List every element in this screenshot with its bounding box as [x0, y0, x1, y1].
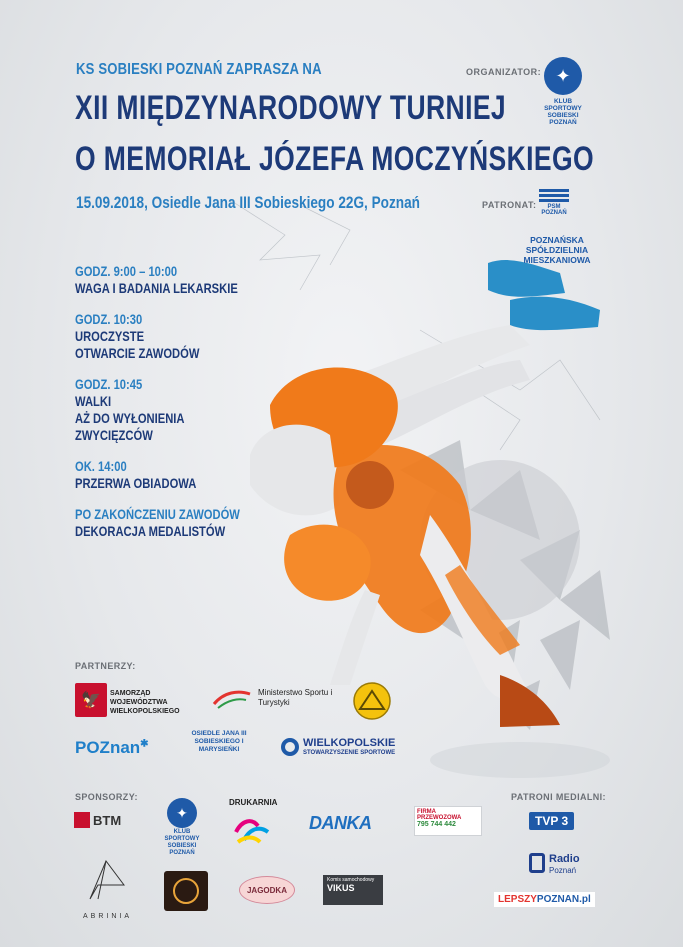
drukarnia-label: DRUKARNIA	[229, 798, 278, 807]
mat-reflection	[420, 730, 620, 790]
radio-r-icon	[529, 853, 545, 873]
btm-logo: BTM	[93, 813, 122, 828]
wrestler-emblem-icon: ✦	[544, 57, 582, 95]
schedule-item	[75, 311, 275, 362]
eagle-crest-icon: 🦅	[75, 683, 107, 717]
tvp3-logo: TVP 3	[529, 812, 574, 830]
patron-name: POZNAŃSKA SPÓŁDZIELNIA MIESZKANIOWA	[523, 235, 591, 265]
psm-logo: PSM POZNAŃ	[539, 189, 569, 216]
schedule-time: OK. 14:00	[75, 458, 127, 474]
schedule-item	[75, 376, 275, 444]
osiedle-logo-text: OSIEDLE JANA III SOBIESKIEGO I MARYSIEŃKI	[191, 730, 247, 753]
schedule-desc: WAGA I BADANIA LEKARSKIE	[75, 280, 238, 296]
sobieski-emblem-icon: ✦	[167, 798, 197, 828]
radio-sub: Poznań	[549, 866, 577, 875]
schedule-time: GODZ. 10:45	[75, 376, 143, 392]
schedule-time: GODZ. 9:00 – 10:00	[75, 263, 178, 279]
title-line-2: O MEMORIAŁ JÓZEFA MOCZYŃSKIEGO	[75, 140, 595, 178]
organizer-logo-text: KLUB SPORTOWY SOBIESKI POZNAŃ	[544, 98, 582, 126]
schedule-desc: OTWARCIE ZAWODÓW	[75, 345, 200, 361]
samorzad-logo-text: SAMORZĄD WOJEWÓDZTWA WIELKOPOLSKIEGO	[110, 690, 180, 715]
schedule-desc: WALKI	[75, 393, 112, 409]
media-label: PATRONI MEDIALNI:	[511, 792, 606, 802]
organizer-label: ORGANIZATOR:	[466, 67, 542, 77]
sobieski-logo-text: KLUB SPORTOWY SOBIESKI POZNAŃ	[164, 829, 200, 856]
cukiernia-badge-icon	[164, 871, 208, 911]
wrestlers-illustration	[230, 255, 610, 735]
poznan-logo: POZnan✱	[75, 738, 149, 757]
ministry-logo-text: Ministerstwo Sportu i Turystyki	[258, 688, 333, 707]
patron-label: PATRONAT:	[482, 200, 537, 210]
vikus-card: Komis samochodowy VIKUS	[323, 875, 383, 905]
schedule-desc: AŻ DO WYŁONIENIA	[75, 410, 185, 426]
star-icon: ✱	[140, 738, 149, 750]
schedule-time: GODZ. 10:30	[75, 311, 143, 327]
schedule-item	[75, 458, 275, 492]
date-location: 15.09.2018, Osiedle Jana III Sobieskiego 22G, Poznań	[76, 193, 420, 212]
schedule-desc: UROCZYSTE	[75, 328, 145, 344]
ministry-swoosh-icon	[212, 688, 252, 710]
psm-bars-icon	[539, 189, 569, 202]
shoe-icon	[488, 260, 565, 297]
abrinia-logo-text: ABRINIA	[83, 913, 133, 920]
btm-cube-icon	[74, 812, 90, 828]
schedule-desc: ZWYCIĘZCÓW	[75, 427, 153, 443]
schedule-item	[75, 506, 275, 540]
firma-przewozowa-card: FIRMA PRZEWOZOWA 795 744 442	[414, 806, 482, 836]
print-colors-icon	[232, 812, 272, 846]
schedule-time: PO ZAKOŃCZENIU ZAWODÓW	[75, 506, 240, 522]
organizer-logo	[541, 57, 585, 126]
partners-label: PARTNERZY:	[75, 661, 136, 671]
wielkopolskie-sub: STOWARZYSZENIE SPORTOWE	[303, 750, 396, 756]
sponsors-label: SPONSORZY:	[75, 792, 138, 802]
title-line-1: XII MIĘDZYNARODOWY TURNIEJ	[75, 89, 507, 127]
schedule-item	[75, 263, 275, 297]
jagodka-logo: JAGODKA	[239, 876, 295, 904]
ring-icon	[281, 738, 299, 756]
schedule-desc: DEKORACJA MEDALISTÓW	[75, 523, 226, 539]
lepszy-poznan-logo: LEPSZYPOZNAN.pl	[494, 892, 595, 907]
radio-logo: Radio	[549, 853, 580, 865]
wielkopolskie-logo: WIELKOPOLSKIE	[303, 737, 396, 749]
schedule	[75, 263, 275, 554]
schedule-desc: PRZERWA OBIADOWA	[75, 475, 197, 491]
sports-emblem-icon	[352, 681, 392, 721]
intro-line: KS SOBIESKI POZNAŃ ZAPRASZA NA	[76, 61, 322, 78]
abrinia-geometric-icon	[82, 855, 130, 905]
danka-logo: DANKA	[309, 813, 372, 833]
